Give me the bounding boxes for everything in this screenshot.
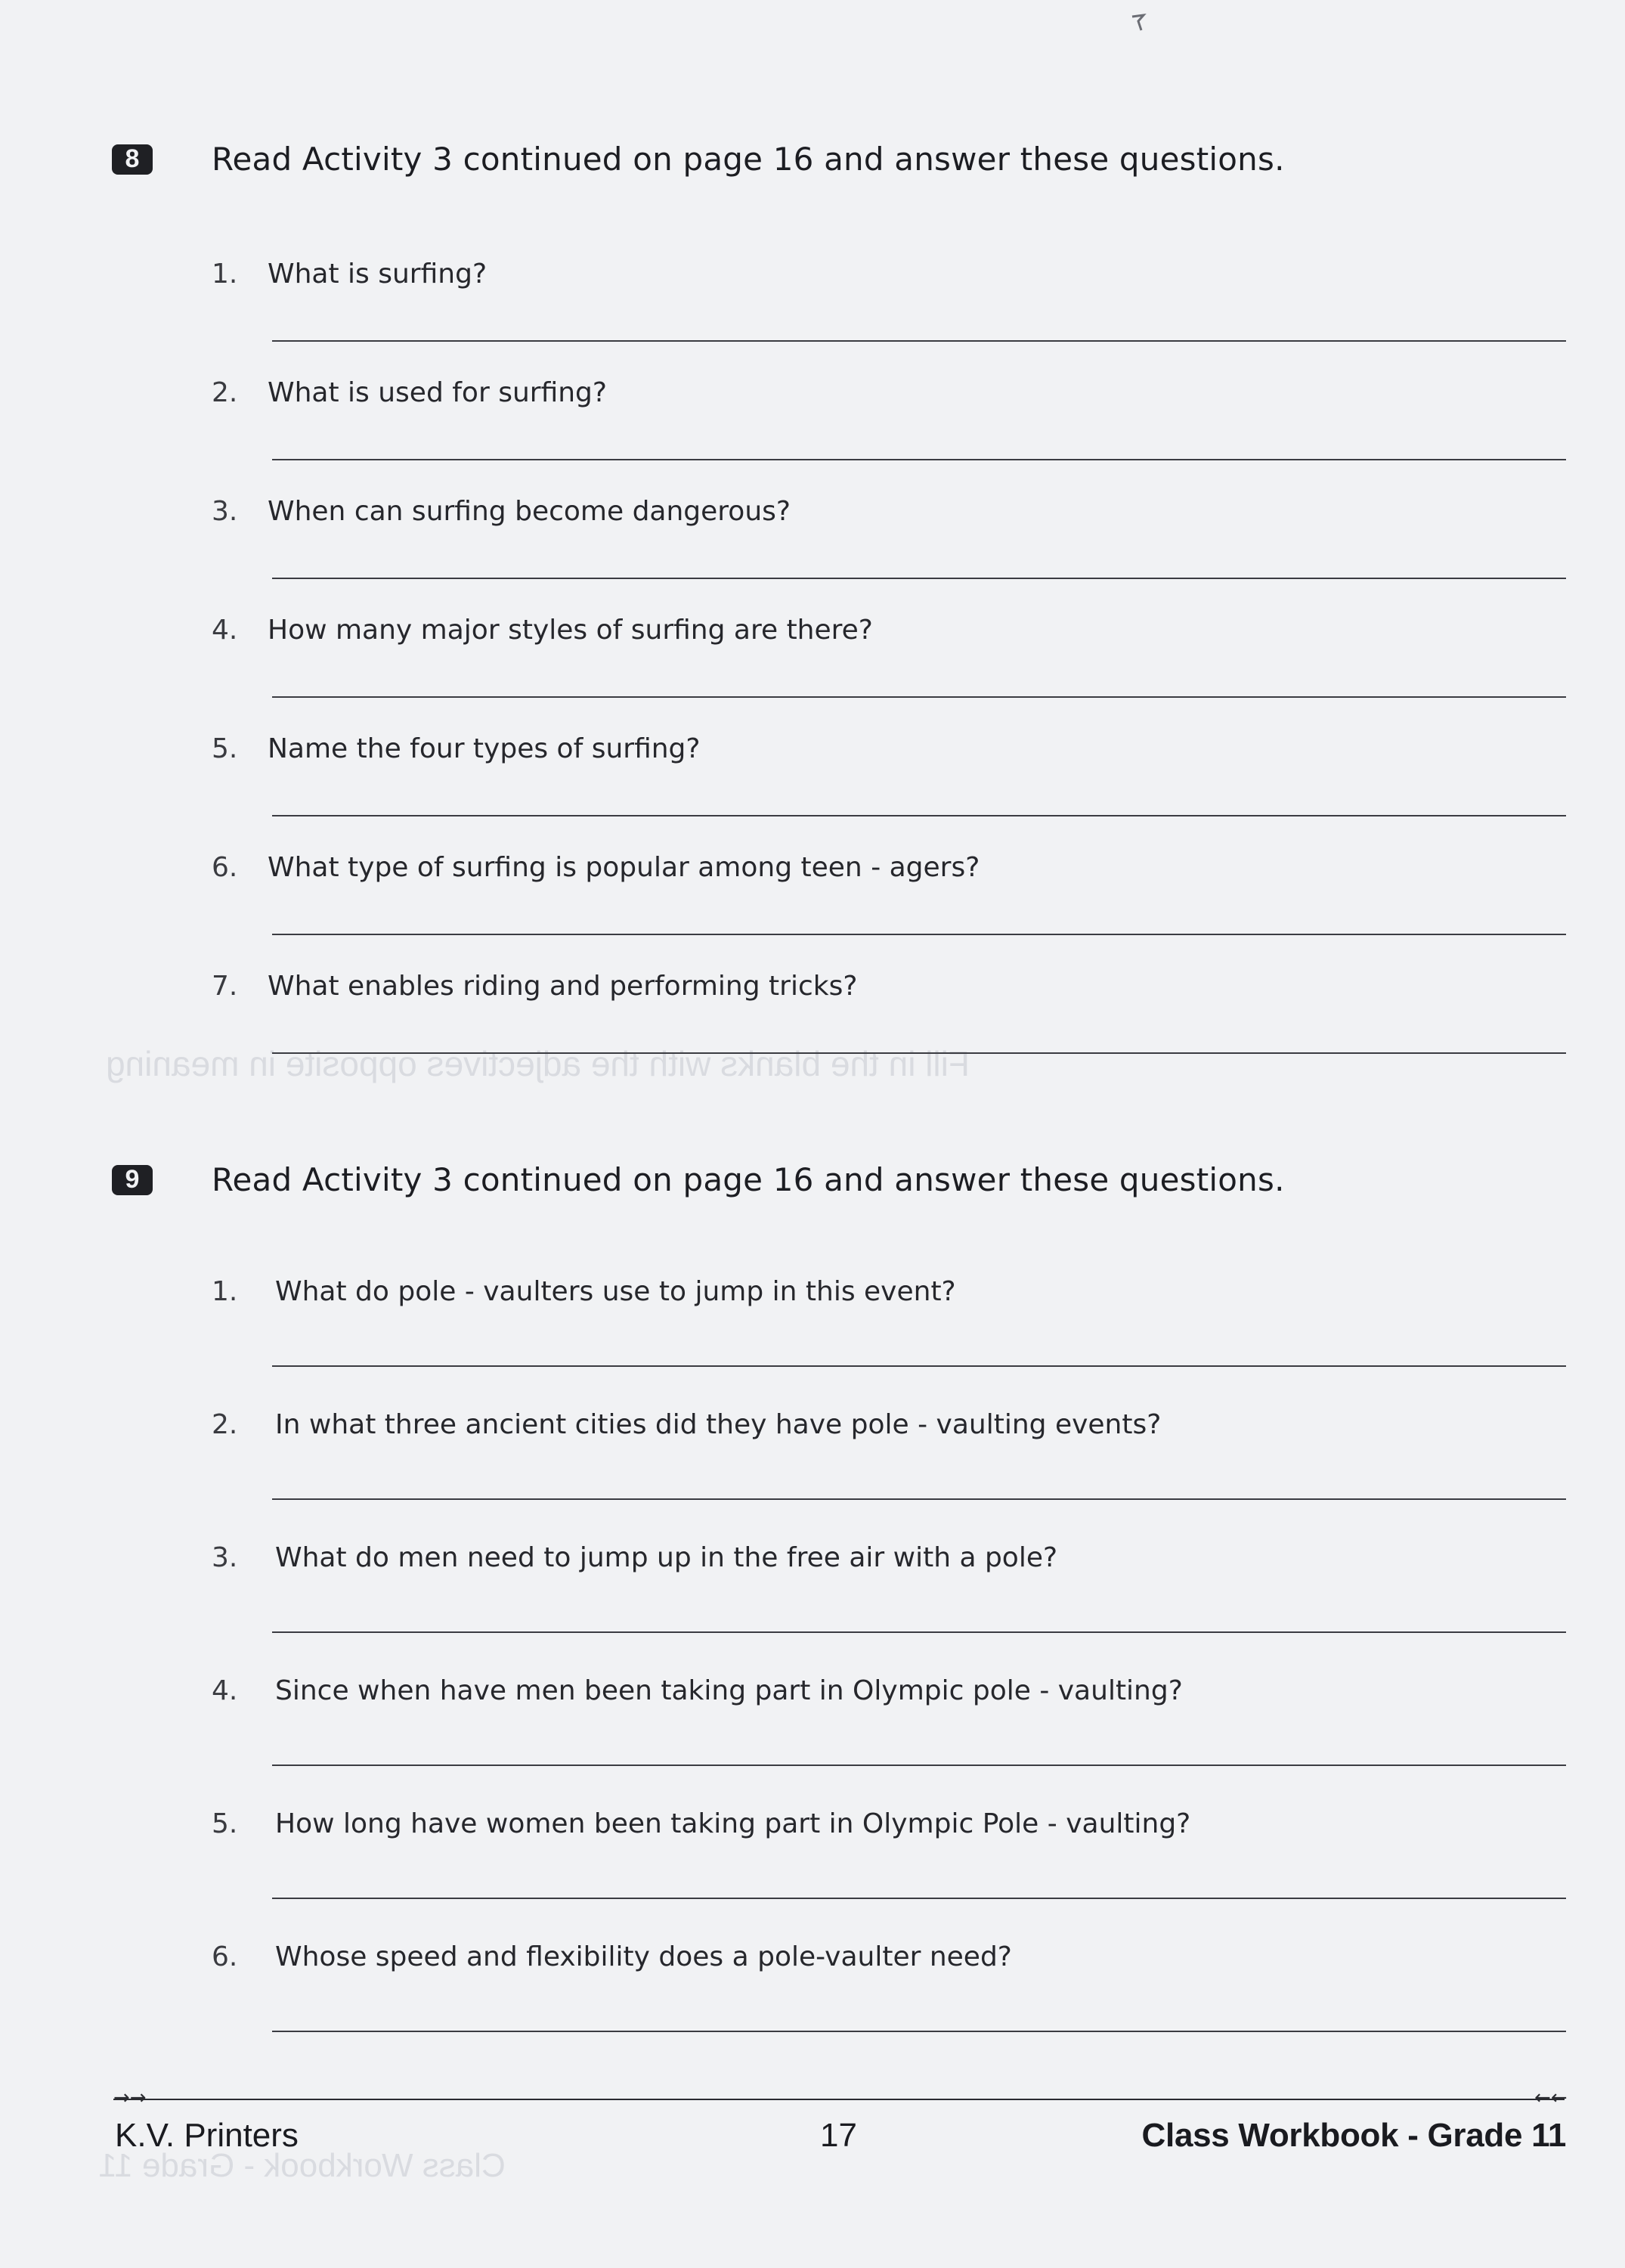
- exercise-9-header: [112, 1161, 1285, 1198]
- question-text: How many major styles of surfing are there?: [268, 615, 873, 646]
- question-text: What type of surfing is popular among teen - agers?: [268, 852, 980, 883]
- question-item: [212, 1409, 1572, 1515]
- question-text: What is surfing?: [268, 259, 488, 290]
- exercise-number-badge: 9: [112, 1165, 153, 1195]
- ink-mark-icon: [1130, 14, 1147, 33]
- show-through-footer: Class Workbook - Grade 11: [98, 2147, 506, 2184]
- answer-line[interactable]: [272, 934, 1566, 935]
- exercise-8-instruction: Read Activity 3 continued on page 16 and answer these questions.: [212, 141, 1285, 178]
- question-text: What do pole - vaulters use to jump in this event?: [275, 1276, 956, 1307]
- answer-line[interactable]: [272, 1052, 1566, 1054]
- question-number: 3.: [212, 496, 238, 527]
- question-item: [212, 852, 1572, 958]
- question-item: [212, 1542, 1572, 1648]
- answer-line[interactable]: [272, 340, 1566, 342]
- answer-line[interactable]: [272, 1631, 1566, 1633]
- question-number: 4.: [212, 615, 238, 646]
- question-number: 2.: [212, 1409, 238, 1440]
- question-item: [212, 496, 1572, 602]
- exercise-number-badge: 8: [112, 144, 153, 175]
- question-number: 2.: [212, 377, 238, 408]
- question-number: 5.: [212, 733, 238, 764]
- answer-line[interactable]: [272, 1365, 1566, 1367]
- question-text: What enables riding and performing tricks?: [268, 971, 858, 1002]
- footer-book-title: Class Workbook - Grade 11: [1141, 2117, 1566, 2154]
- answer-line[interactable]: [272, 578, 1566, 579]
- question-text: When can surfing become dangerous?: [268, 496, 791, 527]
- question-item: [212, 733, 1572, 839]
- question-text: In what three ancient cities did they have pole - vaulting events?: [275, 1409, 1162, 1440]
- question-text: How long have women been taking part in Olympic Pole - vaulting?: [275, 1808, 1191, 1839]
- question-number: 6.: [212, 852, 238, 883]
- question-item: [212, 259, 1572, 364]
- answer-line[interactable]: [272, 2031, 1566, 2032]
- answer-line[interactable]: [272, 459, 1566, 460]
- question-number: 4.: [212, 1675, 238, 1706]
- footer-left-arrow-icon: →→: [113, 2087, 147, 2109]
- footer-divider: [113, 2099, 1565, 2100]
- question-number: 1.: [212, 1276, 238, 1307]
- question-number: 7.: [212, 971, 238, 1002]
- question-text: Whose speed and flexibility does a pole-vaulter need?: [275, 1941, 1012, 1972]
- question-item: [212, 1808, 1572, 1914]
- question-item: [212, 1675, 1572, 1781]
- footer-right-arrow-icon: ←←: [1534, 2087, 1568, 2109]
- answer-line[interactable]: [272, 1765, 1566, 1766]
- question-text: Since when have men been taking part in Olympic pole - vaulting?: [275, 1675, 1183, 1706]
- footer-page-number: 17: [820, 2117, 857, 2154]
- answer-line[interactable]: [272, 1898, 1566, 1899]
- question-text: Name the four types of surfing?: [268, 733, 701, 764]
- question-item: [212, 1276, 1572, 1382]
- question-item: [212, 971, 1572, 1077]
- footer-publisher: K.V. Printers: [115, 2117, 299, 2154]
- question-number: 1.: [212, 259, 238, 290]
- question-number: 3.: [212, 1542, 238, 1573]
- question-text: What do men need to jump up in the free air with a pole?: [275, 1542, 1058, 1573]
- question-number: 6.: [212, 1941, 238, 1972]
- answer-line[interactable]: [272, 1498, 1566, 1500]
- question-item: [212, 615, 1572, 720]
- answer-line[interactable]: [272, 696, 1566, 698]
- question-text: What is used for surfing?: [268, 377, 608, 408]
- exercise-8-header: [112, 141, 1285, 178]
- show-through-text: Fill in the blanks with the adjectives opposite in meaning: [106, 1044, 970, 1083]
- question-item: [212, 1941, 1572, 2047]
- question-item: [212, 377, 1572, 483]
- exercise-9-instruction: Read Activity 3 continued on page 16 and answer these questions.: [212, 1161, 1285, 1198]
- answer-line[interactable]: [272, 815, 1566, 816]
- question-number: 5.: [212, 1808, 238, 1839]
